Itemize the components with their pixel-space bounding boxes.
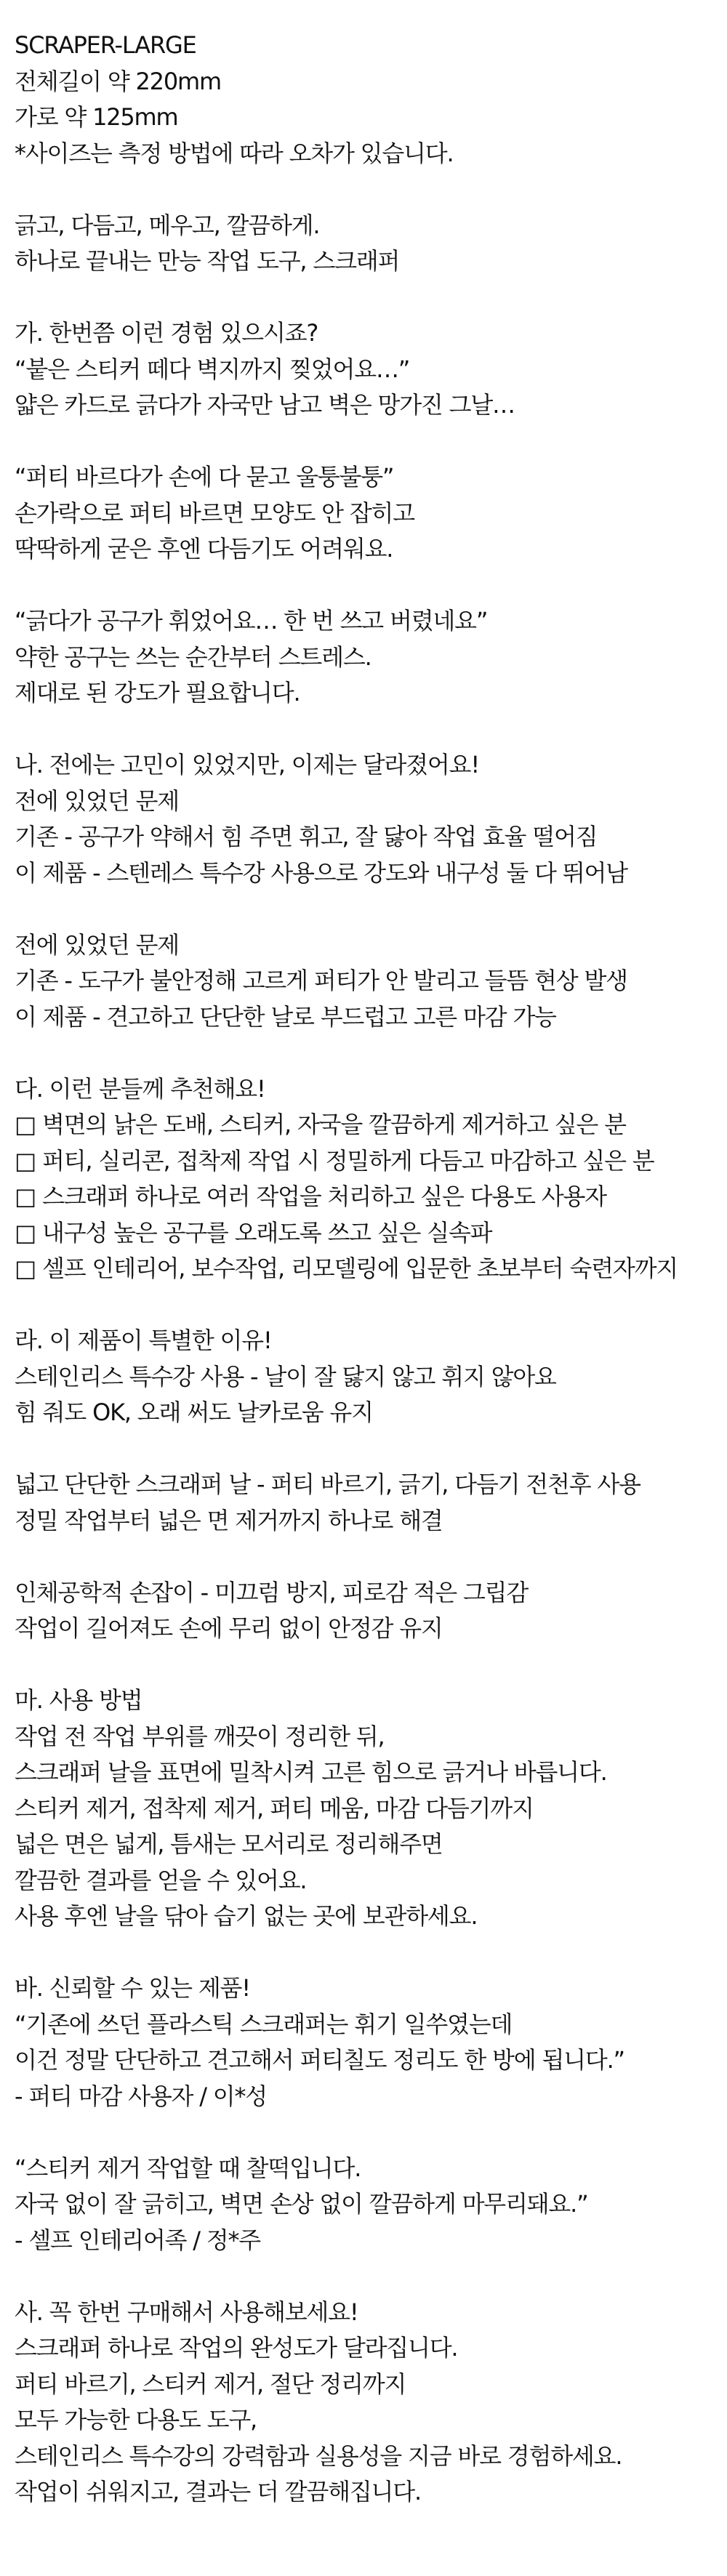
text-line: “스티커 제거 작업할 때 찰떡입니다.: [15, 2154, 361, 2182]
text-block: [15, 28, 712, 172]
text-line: 기존 - 도구가 불안정해 고르게 퍼티가 안 발리고 들뜸 현상 발생: [15, 967, 627, 994]
text-line: 제대로 된 강도가 필요합니다.: [15, 679, 300, 707]
text-line: □ 셀프 인테리어, 보수작업, 리모델링에 입문한 초보부터 숙련자까지: [15, 1255, 678, 1282]
text-block: [15, 2151, 712, 2259]
text-line: 작업이 길어져도 손에 무리 없이 안정감 유지: [15, 1614, 443, 1642]
text-line: SCRAPER-LARGE: [15, 31, 196, 59]
text-line: 스테인리스 특수강 사용 - 날이 잘 닳지 않고 휘지 않아요: [15, 1362, 556, 1390]
text-line: 작업 전 작업 부위를 깨끗이 정리한 뒤,: [15, 1722, 385, 1750]
text-line: 이 제품 - 견고하고 단단한 날로 부드럽고 고른 마감 가능: [15, 1002, 556, 1031]
text-line: 가로 약 125mm: [15, 103, 178, 131]
text-line: 자국 없이 잘 긁히고, 벽면 손상 없이 깔끔하게 마무리돼요.”: [15, 2190, 588, 2218]
text-line: 딱딱하게 굳은 후엔 다듬기도 어려워요.: [15, 535, 393, 563]
text-line: 퍼티 바르기, 스티커 제거, 절단 정리까지: [15, 2370, 406, 2398]
text-line: 넓고 단단한 스크래퍼 날 - 퍼티 바르기, 긁기, 다듬기 전천후 사용: [15, 1470, 640, 1498]
text-line: □ 벽면의 낡은 도배, 스티커, 자국을 깔끔하게 제거하고 싶은 분: [15, 1111, 626, 1138]
text-line: 다. 이런 분들께 추천해요!: [15, 1074, 265, 1103]
text-block: [15, 1467, 712, 1539]
text-line: 가. 한번쯤 이런 경험 있으시죠?: [15, 319, 318, 347]
text-line: 이건 정말 단단하고 견고해서 퍼티칠도 정리도 한 방에 됩니다.”: [15, 2046, 624, 2074]
text-line: 하나로 끝내는 만능 작업 도구, 스크래퍼: [15, 247, 400, 275]
text-line: 힘 줘도 OK, 오래 써도 날카로움 유지: [15, 1398, 373, 1426]
text-line: 사용 후엔 날을 닦아 습기 없는 곳에 보관하세요.: [15, 1902, 478, 1930]
text-line: 라. 이 제품이 특별한 이유!: [15, 1327, 272, 1354]
text-line: 나. 전에는 고민이 있었지만, 이제는 달라졌어요!: [15, 751, 479, 778]
text-line: “붙은 스티커 떼다 벽지까지 찢었어요…”: [15, 355, 410, 383]
text-line: 깔끔한 결과를 얻을 수 있어요.: [15, 1866, 307, 1894]
text-line: “긁다가 공구가 휘었어요… 한 번 쓰고 버렸네요”: [15, 607, 488, 635]
text-block: [15, 603, 712, 712]
text-line: “기존에 쓰던 플라스틱 스크래퍼는 휘기 일쑤였는데: [15, 2010, 513, 2038]
text-block: [15, 315, 712, 424]
text-block: [15, 459, 712, 568]
text-line: 얇은 카드로 긁다가 자국만 남고 벽은 망가진 그날…: [15, 391, 515, 419]
text-line: 약한 공구는 쓰는 순간부터 스트레스.: [15, 643, 371, 671]
text-line: 모두 가능한 다용도 도구,: [15, 2406, 257, 2434]
text-line: 기존 - 공구가 약해서 힘 주면 휘고, 잘 닳아 작업 효율 떨어짐: [15, 823, 598, 850]
text-line: 손가락으로 퍼티 바르면 모양도 안 잡히고: [15, 499, 414, 527]
text-line: 인체공학적 손잡이 - 미끄럼 방지, 피로감 적은 그립감: [15, 1578, 529, 1606]
text-line: 전에 있었던 문제: [15, 930, 179, 959]
text-line: □ 퍼티, 실리콘, 접착제 작업 시 정밀하게 다듬고 마감하고 싶은 분: [15, 1146, 654, 1175]
text-line: - 셀프 인테리어족 / 정*주: [15, 2226, 261, 2254]
text-block: [15, 1683, 712, 1935]
text-block: [15, 2295, 712, 2511]
text-line: 전체길이 약 220mm: [15, 67, 221, 95]
text-line: 스크래퍼 날을 표면에 밀착시켜 고른 힘으로 긁거나 바릅니다.: [15, 1758, 607, 1786]
text-line: 사. 꼭 한번 구매해서 사용해보세요!: [15, 2298, 358, 2326]
text-block: [15, 1071, 712, 1287]
text-line: 스테인리스 특수강의 강력함과 실용성을 지금 바로 경험하세요.: [15, 2442, 622, 2470]
text-line: 스크래퍼 하나로 작업의 완성도가 달라집니다.: [15, 2334, 458, 2362]
text-line: 넓은 면은 넓게, 틈새는 모서리로 정리해주면: [15, 1830, 443, 1858]
text-block: [15, 1575, 712, 1647]
text-line: □ 내구성 높은 공구를 오래도록 쓰고 싶은 실속파: [15, 1218, 492, 1247]
text-line: □ 스크래퍼 하나로 여러 작업을 처리하고 싶은 다용도 사용자: [15, 1183, 606, 1210]
text-line: *사이즈는 측정 방법에 따라 오차가 있습니다.: [15, 139, 454, 167]
text-line: 스티커 제거, 접착제 제거, 퍼티 메움, 마감 다듬기까지: [15, 1794, 534, 1822]
text-line: 정밀 작업부터 넓은 면 제거까지 하나로 해결: [15, 1506, 443, 1534]
text-line: “퍼티 바르다가 손에 다 묻고 울퉁불퉁”: [15, 463, 394, 491]
text-block: [15, 927, 712, 1036]
text-line: 이 제품 - 스텐레스 특수강 사용으로 강도와 내구성 둘 다 뛰어남: [15, 858, 627, 887]
text-line: 작업이 쉬워지고, 결과는 더 깔끔해집니다.: [15, 2478, 421, 2505]
text-line: - 퍼티 마감 사용자 / 이*성: [15, 2082, 267, 2110]
text-line: 바. 신뢰할 수 있는 제품!: [15, 1974, 250, 2002]
text-line: 긁고, 다듬고, 메우고, 깔끔하게.: [15, 211, 320, 239]
text-block: [15, 1323, 712, 1431]
text-line: 전에 있었던 문제: [15, 786, 179, 815]
text-block: [15, 208, 712, 280]
text-block: [15, 1971, 712, 2114]
text-line: 마. 사용 방법: [15, 1686, 142, 1714]
text-block: [15, 747, 712, 891]
